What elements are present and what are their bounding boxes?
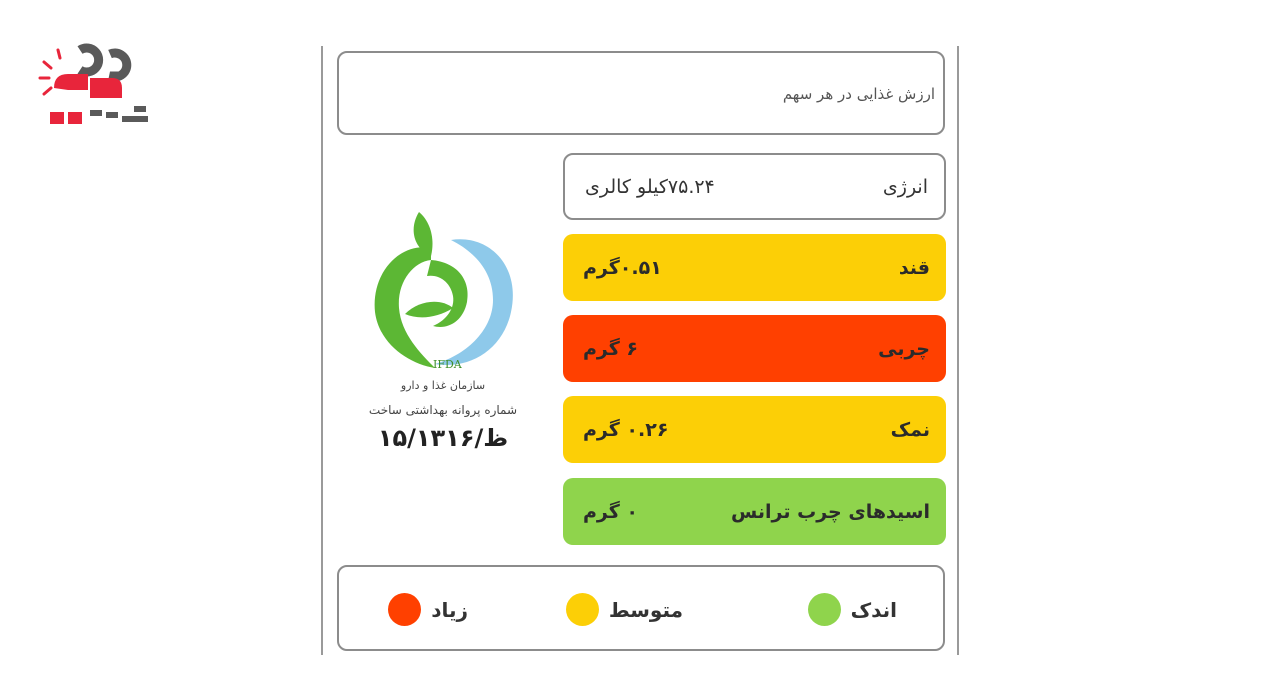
legend-box	[337, 565, 945, 651]
legend-dot-high	[388, 593, 421, 626]
nutrient-label: انرژی	[882, 175, 928, 198]
nutrient-value: ۰.۲۶ گرم	[583, 418, 669, 441]
site-logo	[36, 40, 152, 130]
nutrient-row-fat	[563, 315, 946, 382]
legend-item-medium	[566, 593, 683, 626]
nutrient-value: ۶ گرم	[583, 337, 639, 360]
ifda-logo-icon	[361, 204, 521, 374]
header-box	[337, 51, 945, 135]
nutrient-label: قند	[898, 256, 930, 279]
legend-dot-low	[808, 593, 841, 626]
legend-label: متوسط	[608, 597, 683, 622]
legend-item-low	[808, 593, 897, 626]
nutrient-value: ۷۵.۲۴کیلو کالری	[585, 175, 715, 198]
legend-item-high	[388, 593, 468, 626]
nutrient-label: اسیدهای چرب ترانس	[731, 500, 930, 523]
nutrient-label: چربی	[878, 337, 930, 360]
nutrient-label: نمک	[890, 418, 930, 441]
legend-label: زیاد	[431, 597, 468, 622]
org-name: سازمان غذا و دارو	[400, 379, 486, 392]
license-number: ۱۵/ظ/۱۳۱۶	[377, 424, 509, 452]
header-title: ارزش غذایی در هر سهم	[782, 85, 935, 103]
legend-dot-medium	[566, 593, 599, 626]
license-label: شماره پروانه بهداشتی ساخت	[368, 403, 518, 417]
nutrient-value: ۰.۵۱گرم	[583, 256, 662, 279]
ifda-abbr: IFDA	[433, 358, 462, 371]
nutrient-row-trans	[563, 478, 946, 545]
nutrient-row-salt	[563, 396, 946, 463]
nutrition-panel	[321, 46, 959, 655]
legend-label: اندک	[850, 597, 897, 622]
nutrient-value: ۰ گرم	[583, 500, 639, 523]
nutrient-row-energy	[563, 153, 946, 220]
nutrient-row-sugar	[563, 234, 946, 301]
